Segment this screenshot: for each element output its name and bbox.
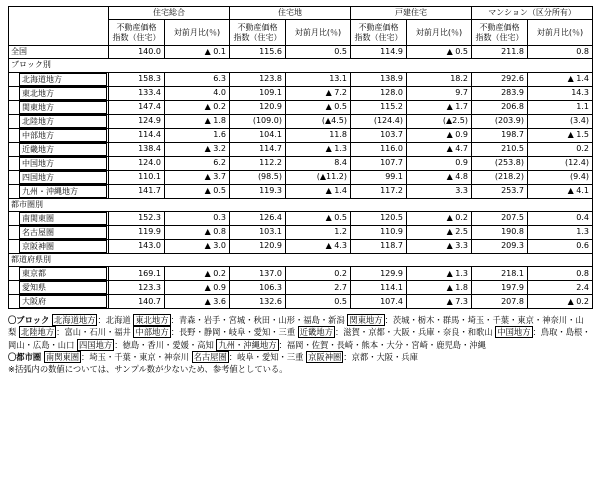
section-spacer — [165, 198, 230, 211]
mom-value: 8.4 — [286, 156, 351, 170]
index-value: 107.7 — [351, 156, 407, 170]
section-spacer — [528, 198, 593, 211]
index-value: 114.4 — [109, 128, 165, 142]
mom-value: ▲ 3.2 — [165, 142, 230, 156]
index-value: 190.8 — [472, 225, 528, 239]
mom-value: ▲ 0.5 — [286, 100, 351, 114]
index-value: 209.3 — [472, 239, 528, 253]
table-row — [9, 156, 593, 170]
section-spacer — [528, 59, 593, 72]
mom-value: (3.4) — [528, 114, 593, 128]
index-value: 123.8 — [230, 72, 286, 86]
index-value: 128.0 — [351, 86, 407, 100]
index-value: 114.1 — [351, 281, 407, 295]
note-region-name: 京阪神圏 — [308, 351, 342, 362]
mom-value: ▲ 0.2 — [165, 267, 230, 281]
index-value: 132.6 — [230, 295, 286, 309]
index-value: 106.3 — [230, 281, 286, 295]
index-value: 218.1 — [472, 267, 528, 281]
row-label: 中部地方 — [19, 129, 107, 142]
row-label-cell — [9, 142, 109, 156]
header-mom: 対前月比(％) — [286, 20, 351, 46]
index-value: 211.8 — [472, 46, 528, 59]
note-region-name: 関東地方 — [349, 315, 383, 326]
index-value: (98.5) — [230, 170, 286, 184]
mom-value: ▲ 0.2 — [407, 211, 472, 225]
mom-value: ▲ 4.7 — [407, 142, 472, 156]
index-value: 120.9 — [230, 100, 286, 114]
section-row — [9, 59, 593, 72]
mom-value: ▲ 7.2 — [286, 86, 351, 100]
row-label: 九州・沖縄地方 — [19, 185, 107, 198]
index-value: (203.9) — [472, 114, 528, 128]
index-value: 117.2 — [351, 184, 407, 198]
mom-value: ▲ 0.9 — [407, 128, 472, 142]
index-value: 253.7 — [472, 184, 528, 198]
row-label: 東北地方 — [19, 87, 107, 100]
mom-value: ▲ 3.3 — [407, 239, 472, 253]
city-notes — [8, 351, 592, 363]
mom-value: 0.6 — [528, 239, 593, 253]
mom-value: ▲ 0.9 — [165, 281, 230, 295]
index-value: 103.7 — [351, 128, 407, 142]
mom-value: 3.3 — [407, 184, 472, 198]
section-spacer — [230, 59, 286, 72]
index-value: 137.0 — [230, 267, 286, 281]
header-group: 戸建住宅 — [351, 7, 472, 20]
table-row — [9, 100, 593, 114]
mom-value: ▲ 7.3 — [407, 295, 472, 309]
note-region-name: 北海道地方 — [53, 315, 96, 326]
note-region-name: 中国地方 — [497, 327, 531, 338]
note-region-name: 東北地方 — [135, 315, 169, 326]
mom-value: 11.8 — [286, 128, 351, 142]
note-region-members: ：岐阜・愛知・三重 — [228, 351, 304, 362]
note-region-members: ：青森・岩手・宮城・秋田・山形・福島・新潟 — [170, 315, 345, 326]
index-value: 103.1 — [230, 225, 286, 239]
table-row — [9, 72, 593, 86]
row-label: 京阪神圏 — [19, 240, 107, 253]
mom-value: ▲ 3.6 — [165, 295, 230, 309]
table-row — [9, 267, 593, 281]
index-value: 140.0 — [109, 46, 165, 59]
mom-value: ▲ 3.7 — [165, 170, 230, 184]
index-value: 143.0 — [109, 239, 165, 253]
index-value: (109.0) — [230, 114, 286, 128]
note-region-name: 近畿地方 — [299, 327, 333, 338]
mom-value: ▲ 1.3 — [286, 142, 351, 156]
index-value: 119.9 — [109, 225, 165, 239]
mom-value: 14.3 — [528, 86, 593, 100]
mom-value: (9.4) — [528, 170, 593, 184]
mom-value: 2.4 — [528, 281, 593, 295]
mom-value: ▲ 1.5 — [528, 128, 593, 142]
index-value: 147.4 — [109, 100, 165, 114]
section-title: 都市圏別 — [9, 198, 109, 211]
table-row — [9, 128, 593, 142]
footnote: ※括弧内の数値については、サンプル数が少ないため、参考値としている。 — [8, 364, 288, 374]
section-spacer — [286, 59, 351, 72]
mom-value: 0.2 — [286, 267, 351, 281]
section-spacer — [109, 198, 165, 211]
note-region-members: ：鳥取・島根・岡山・広島・山口 — [8, 327, 591, 350]
mom-value: (▲2.5) — [407, 114, 472, 128]
row-label: 南関東圏 — [19, 212, 107, 225]
mom-value: ▲ 0.2 — [165, 100, 230, 114]
section-spacer — [109, 253, 165, 266]
mom-value: ▲ 0.1 — [165, 46, 230, 59]
row-label: 北海道地方 — [19, 73, 107, 86]
section-spacer — [407, 59, 472, 72]
index-value: 283.9 — [472, 86, 528, 100]
mom-value: 6.3 — [165, 72, 230, 86]
block-notes — [8, 314, 592, 351]
index-value: 110.9 — [351, 225, 407, 239]
row-label: 愛知県 — [19, 281, 107, 294]
index-value: 119.3 — [230, 184, 286, 198]
index-value: 116.0 — [351, 142, 407, 156]
note-region-members: ：滋賀・京都・大阪・兵庫・奈良・和歌山 — [335, 327, 493, 338]
row-label-cell — [9, 225, 109, 239]
index-value: 115.6 — [230, 46, 286, 59]
row-label-cell — [9, 267, 109, 281]
mom-value: 0.8 — [528, 267, 593, 281]
row-label-cell — [9, 156, 109, 170]
mom-value: ▲ 1.3 — [407, 267, 472, 281]
mom-value: 13.1 — [286, 72, 351, 86]
header-group: 住宅地 — [230, 7, 351, 20]
note-region-name: 北陸地方 — [20, 327, 55, 338]
index-value: 207.8 — [472, 295, 528, 309]
mom-value: ▲ 4.1 — [528, 184, 593, 198]
table-row — [9, 86, 593, 100]
mom-value: ▲ 4.3 — [286, 239, 351, 253]
mom-value: ▲ 3.0 — [165, 239, 230, 253]
city-notes-heading: 〇都市圏 — [8, 351, 42, 362]
section-spacer — [351, 253, 407, 266]
mom-value: ▲ 0.5 — [165, 184, 230, 198]
mom-value: ▲ 0.2 — [528, 295, 593, 309]
section-spacer — [351, 198, 407, 211]
mom-value: 1.2 — [286, 225, 351, 239]
index-value: 207.5 — [472, 211, 528, 225]
section-spacer — [109, 59, 165, 72]
mom-value: ▲ 4.8 — [407, 170, 472, 184]
row-label-cell — [9, 72, 109, 86]
index-value: 112.2 — [230, 156, 286, 170]
index-value: 133.4 — [109, 86, 165, 100]
header-mom: 対前月比(％) — [407, 20, 472, 46]
row-label: 四国地方 — [19, 171, 107, 184]
index-value: 104.1 — [230, 128, 286, 142]
section-spacer — [472, 198, 528, 211]
header-index: 不動産価格 指数（住宅） — [472, 20, 528, 46]
row-label: 中国地方 — [19, 157, 107, 170]
note-region-name: 中部地方 — [135, 327, 169, 338]
table-row — [9, 211, 593, 225]
table-row — [9, 295, 593, 309]
index-value: 120.5 — [351, 211, 407, 225]
table-row — [9, 170, 593, 184]
row-label: 大阪府 — [19, 295, 107, 308]
table-row — [9, 225, 593, 239]
header-index: 不動産価格 指数（住宅） — [230, 20, 286, 46]
mom-value: 9.7 — [407, 86, 472, 100]
table-row — [9, 142, 593, 156]
price-index-table — [8, 6, 593, 309]
note-region-name: 四国地方 — [79, 339, 113, 350]
mom-value: 0.9 — [407, 156, 472, 170]
mom-value: 18.2 — [407, 72, 472, 86]
mom-value: 0.2 — [528, 142, 593, 156]
row-label: 名古屋圏 — [19, 226, 107, 239]
index-value: 206.8 — [472, 100, 528, 114]
section-spacer — [286, 253, 351, 266]
page — [8, 6, 592, 375]
mom-value: 6.2 — [165, 156, 230, 170]
mom-value: 0.8 — [528, 46, 593, 59]
mom-value: ▲ 1.7 — [407, 100, 472, 114]
note-region-members: ：京都・大阪・兵庫 — [343, 351, 418, 362]
mom-value: ▲ 1.4 — [286, 184, 351, 198]
mom-value: 1.6 — [165, 128, 230, 142]
index-value: 152.3 — [109, 211, 165, 225]
section-spacer — [165, 253, 230, 266]
note-region-members: ：福岡・佐賀・長崎・熊本・大分・宮崎・鹿児島・沖縄 — [278, 339, 486, 350]
mom-value: 1.1 — [528, 100, 593, 114]
index-value: 118.7 — [351, 239, 407, 253]
header-index: 不動産価格 指数（住宅） — [109, 20, 165, 46]
index-value: 124.0 — [109, 156, 165, 170]
index-value: 138.4 — [109, 142, 165, 156]
mom-value: ▲ 1.8 — [165, 114, 230, 128]
index-value: 140.7 — [109, 295, 165, 309]
note-region-members: ：埼玉・千葉・東京・神奈川 — [81, 351, 189, 362]
note-region-members: ：茨城・栃木・群馬・埼玉・千葉・東京・神奈川・山梨 — [8, 315, 584, 338]
row-label-cell — [9, 100, 109, 114]
table-row — [9, 239, 593, 253]
mom-value: (12.4) — [528, 156, 593, 170]
row-label-cell — [9, 281, 109, 295]
note-region-members: ：徳島・香川・愛媛・高知 — [114, 339, 214, 350]
section-spacer — [472, 253, 528, 266]
index-value: 107.4 — [351, 295, 407, 309]
section-spacer — [165, 59, 230, 72]
section-spacer — [230, 198, 286, 211]
section-spacer — [472, 59, 528, 72]
index-value: 109.1 — [230, 86, 286, 100]
mom-value: 0.5 — [286, 295, 351, 309]
index-value: 210.5 — [472, 142, 528, 156]
mom-value: 0.3 — [165, 211, 230, 225]
mom-value: 1.3 — [528, 225, 593, 239]
section-row — [9, 253, 593, 266]
note-region-members: ：長野・静岡・岐阜・愛知・三重 — [170, 327, 296, 338]
mom-value: 4.0 — [165, 86, 230, 100]
section-spacer — [351, 59, 407, 72]
header-mom: 対前月比(％) — [165, 20, 230, 46]
header-mom: 対前月比(％) — [528, 20, 593, 46]
table-row — [9, 184, 593, 198]
row-label-cell — [9, 239, 109, 253]
index-value: (124.4) — [351, 114, 407, 128]
index-value: 197.9 — [472, 281, 528, 295]
section-spacer — [230, 253, 286, 266]
section-spacer — [407, 253, 472, 266]
index-value: 169.1 — [109, 267, 165, 281]
mom-value: 0.5 — [286, 46, 351, 59]
mom-value: ▲ 0.8 — [165, 225, 230, 239]
row-label: 関東地方 — [19, 101, 107, 114]
index-value: 115.2 — [351, 100, 407, 114]
row-label-cell — [9, 184, 109, 198]
row-label: 北陸地方 — [19, 115, 107, 128]
index-value: 292.6 — [472, 72, 528, 86]
row-label-cell — [9, 86, 109, 100]
section-title: 都道府県別 — [9, 253, 109, 266]
mom-value: (▲11.2) — [286, 170, 351, 184]
row-label: 全国 — [9, 46, 109, 59]
mom-value: ▲ 0.5 — [286, 211, 351, 225]
note-region-members: ：北海道 — [97, 315, 131, 326]
mom-value: ▲ 2.5 — [407, 225, 472, 239]
index-value: 158.3 — [109, 72, 165, 86]
mom-value: ▲ 1.8 — [407, 281, 472, 295]
corner-cell — [9, 7, 109, 46]
header-index: 不動産価格 指数（住宅） — [351, 20, 407, 46]
index-value: 120.9 — [230, 239, 286, 253]
header-group: マンション（区分所有） — [472, 7, 593, 20]
header-group: 住宅総合 — [109, 7, 230, 20]
index-value: 114.7 — [230, 142, 286, 156]
section-spacer — [407, 198, 472, 211]
row-label-cell — [9, 211, 109, 225]
row-label: 近畿地方 — [19, 143, 107, 156]
index-value: 110.1 — [109, 170, 165, 184]
note-region-members: ：富山・石川・福井 — [56, 327, 131, 338]
row-label-cell — [9, 295, 109, 309]
note-region-name: 南関東圏 — [45, 351, 80, 362]
mom-value: ▲ 0.5 — [407, 46, 472, 59]
row-label: 東京都 — [19, 267, 107, 280]
index-value: (253.8) — [472, 156, 528, 170]
index-value: 99.1 — [351, 170, 407, 184]
index-value: (218.2) — [472, 170, 528, 184]
table-row — [9, 114, 593, 128]
section-spacer — [528, 253, 593, 266]
index-value: 126.4 — [230, 211, 286, 225]
table-row — [9, 281, 593, 295]
index-value: 124.9 — [109, 114, 165, 128]
index-value: 141.7 — [109, 184, 165, 198]
index-value: 129.9 — [351, 267, 407, 281]
index-value: 198.7 — [472, 128, 528, 142]
row-label-cell — [9, 128, 109, 142]
index-value: 114.9 — [351, 46, 407, 59]
block-notes-heading: 〇ブロック — [8, 315, 50, 326]
index-value: 138.9 — [351, 72, 407, 86]
mom-value: 0.4 — [528, 211, 593, 225]
mom-value: ▲ 1.4 — [528, 72, 593, 86]
table-row — [9, 46, 593, 59]
note-region-name: 九州・沖縄地方 — [218, 339, 277, 350]
notes — [8, 314, 592, 375]
row-label-cell — [9, 114, 109, 128]
index-value: 123.3 — [109, 281, 165, 295]
row-label-cell — [9, 170, 109, 184]
mom-value: (▲4.5) — [286, 114, 351, 128]
note-region-name: 名古屋圏 — [193, 351, 227, 362]
section-spacer — [286, 198, 351, 211]
section-title: ブロック別 — [9, 59, 109, 72]
section-row — [9, 198, 593, 211]
mom-value: 2.7 — [286, 281, 351, 295]
